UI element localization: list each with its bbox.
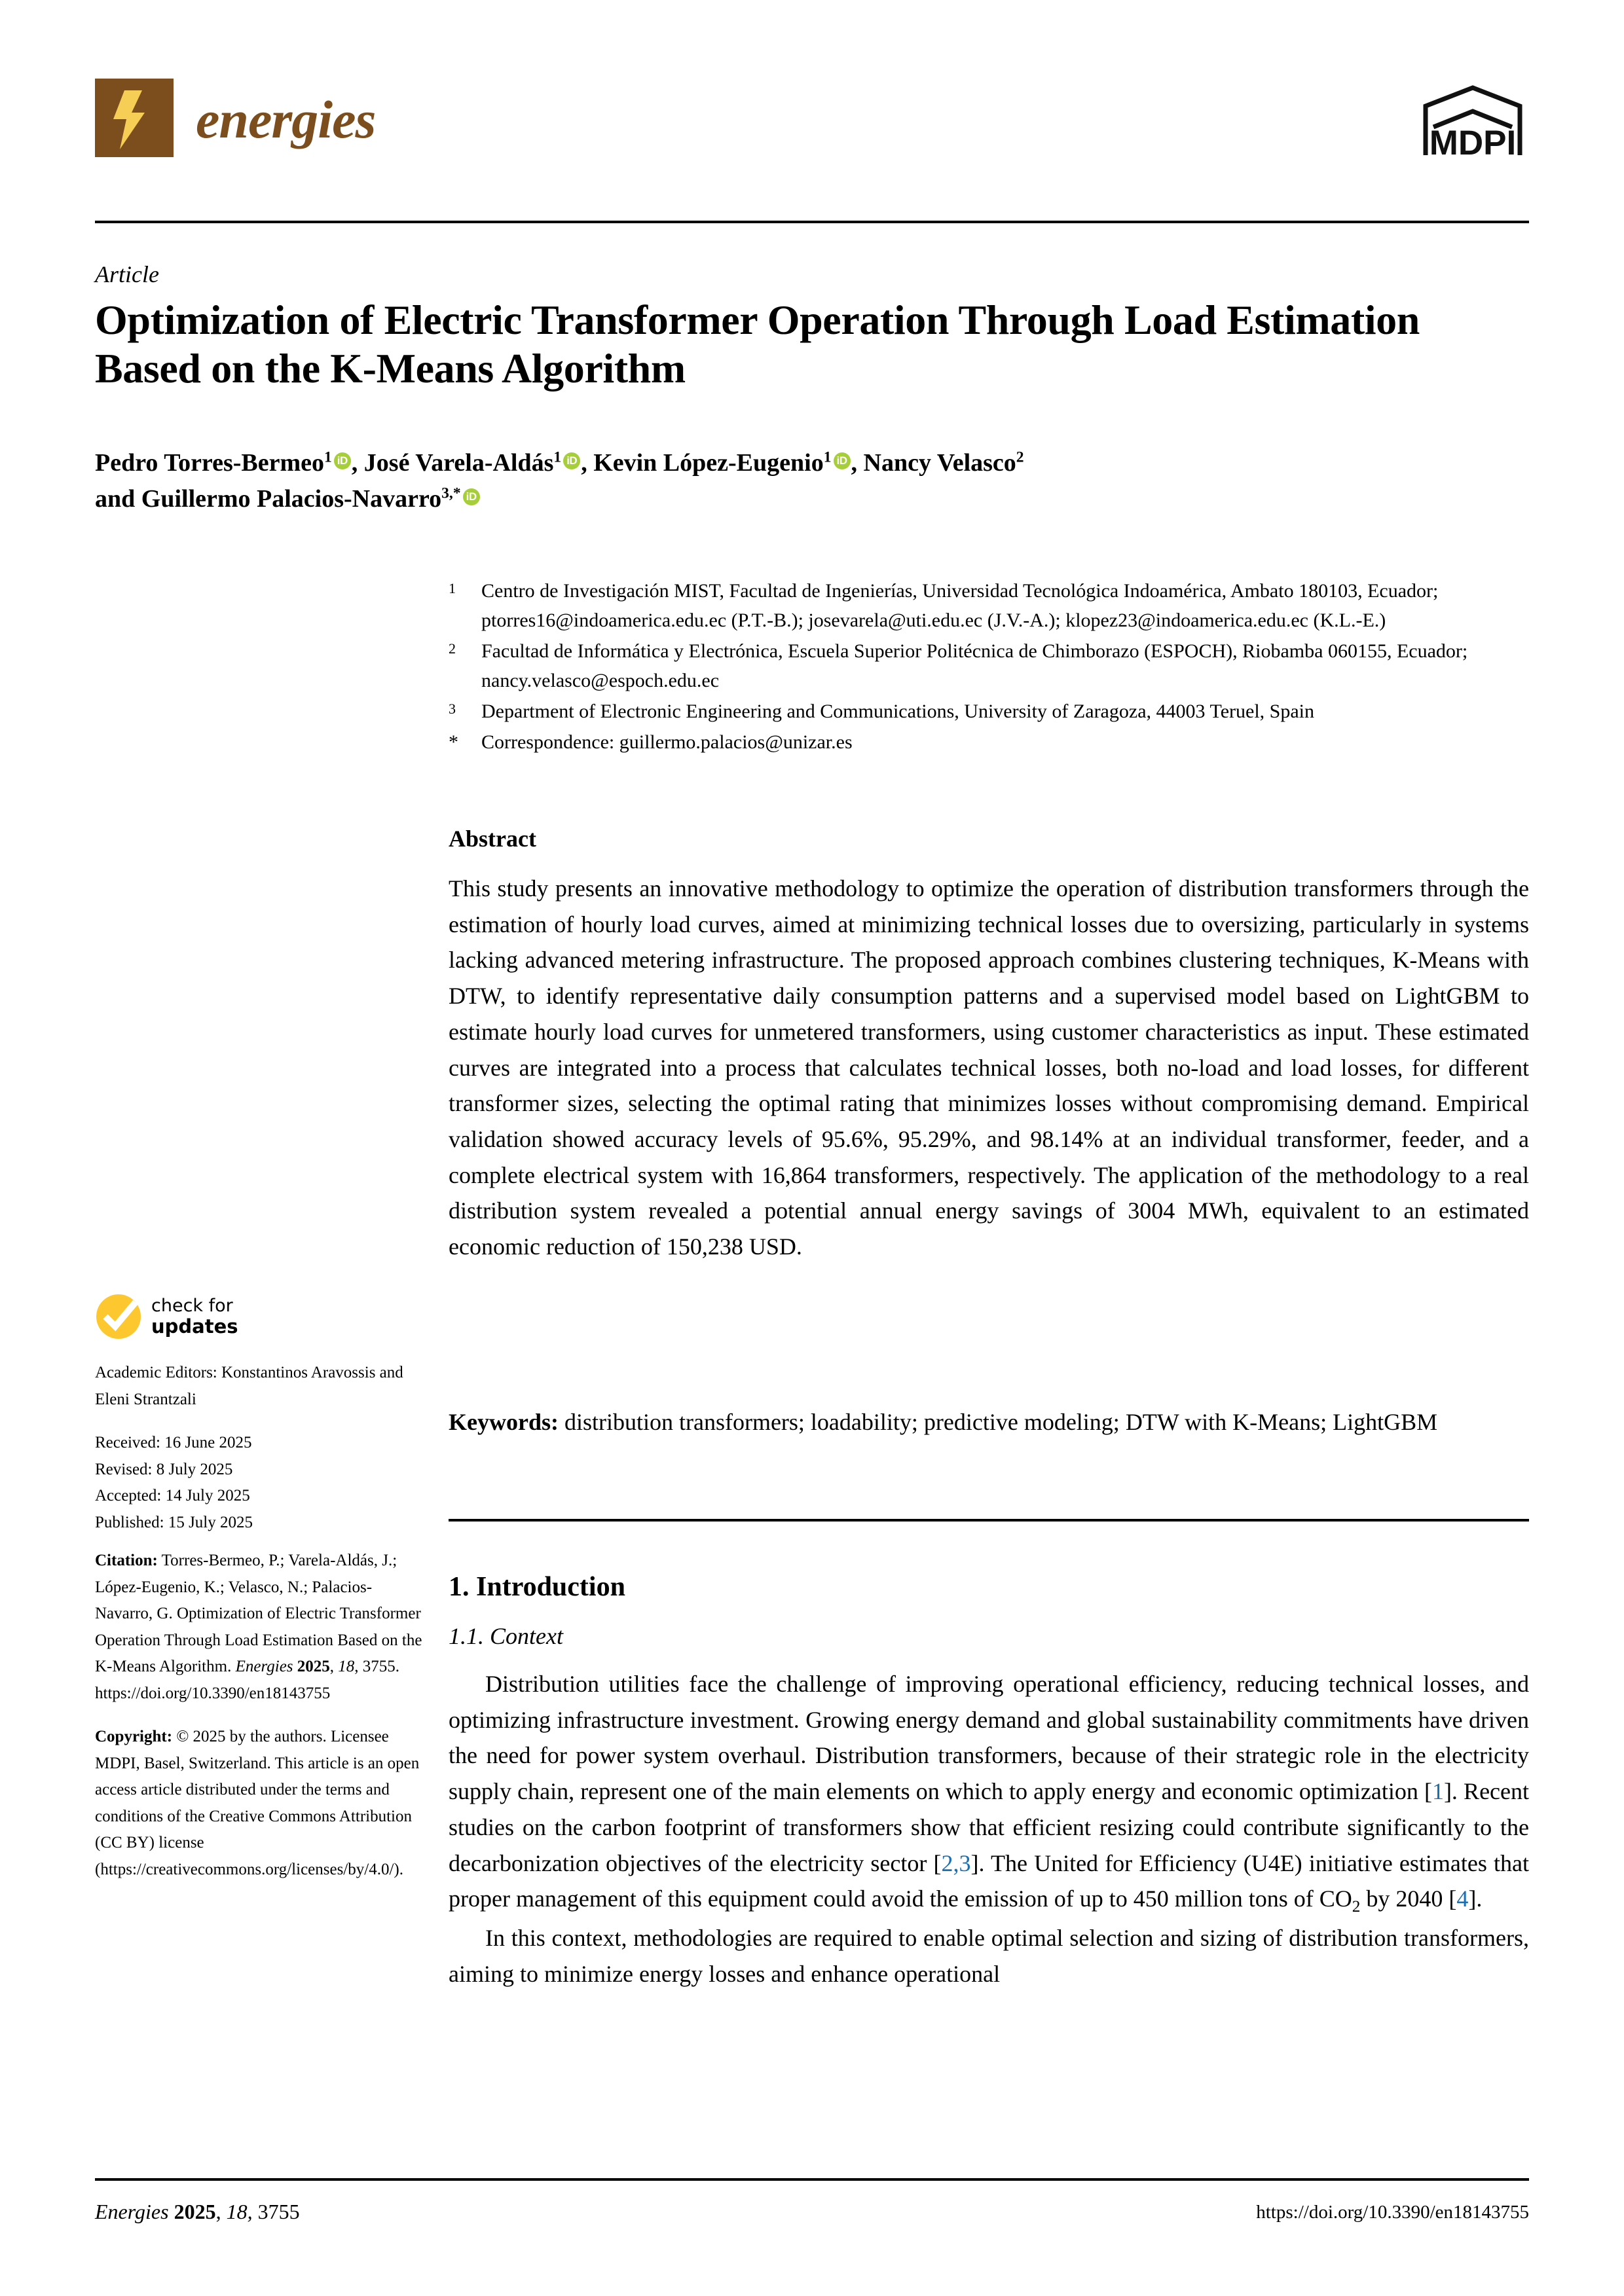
author-name: Kevin López-Eugenio (593, 449, 824, 477)
citation-title: Optimization of Electric Transformer Operation Through Load Estimation Based on the K-Means Algorithm. (95, 1605, 422, 1675)
citation-label: Citation: (95, 1552, 158, 1569)
citation-volume: 18 (338, 1658, 355, 1675)
affiliation-text: Department of Electronic Engineering and Communications, University of Zaragoza, 44003 Teruel, Spain (481, 701, 1314, 722)
accepted-date: Accepted: 14 July 2025 (95, 1487, 250, 1504)
orcid-icon[interactable]: iD (463, 488, 480, 505)
citation-journal: Energies (235, 1658, 293, 1675)
correspondence-marker: * (449, 731, 458, 753)
check-for-updates-label (151, 1296, 238, 1338)
intro-p1-part-d: by 2040 [ (1360, 1886, 1457, 1912)
author-affiliation-marker: 1 (553, 448, 562, 466)
yellow-check-badge-icon (95, 1293, 142, 1340)
author-affiliation-marker: 1 (324, 448, 332, 466)
svg-text:MDPI: MDPI (1429, 124, 1517, 162)
journal-title: energies (196, 90, 376, 149)
header-divider (95, 221, 1529, 223)
co2-subscript: 2 (1352, 1898, 1361, 1916)
orcid-icon[interactable]: iD (563, 452, 580, 469)
subsection-heading-context: 1.1. Context (449, 1623, 563, 1649)
publication-dates (95, 1430, 422, 1536)
copyright-block (95, 1724, 422, 1883)
footer-article-number: 3755 (257, 2200, 300, 2223)
author-affiliation-marker: 2 (1016, 448, 1024, 466)
citation-comma-2: , (354, 1658, 359, 1675)
footer-doi[interactable]: https://doi.org/10.3390/en18143755 (1256, 2202, 1529, 2223)
footer-year: 2025 (174, 2200, 216, 2223)
introduction-divider (449, 1519, 1529, 1522)
affiliation-text: Centro de Investigación MIST, Facultad de Ingenierías, Universidad Tecnológica Indoamérica, Ambato 180103, Ecuador; ptorres16@indoamerica.edu.ec (P.T.-B.); josevarela@uti.edu.ec (J.V.-A.); klopez23@indoamerica.edu.ec (K.L.-E.) (481, 580, 1439, 631)
footer-comma: , (215, 2200, 221, 2223)
introduction-body (449, 1666, 1529, 1992)
author-name: Nancy Velasco (863, 449, 1016, 477)
correspondence-text: Correspondence: guillermo.palacios@unizar.es (481, 731, 853, 753)
affiliation-item (449, 697, 1529, 726)
intro-p1-part-c: ]. The United for Efficiency (U4E) initiative estimates that proper management of this equipment could avoid the emission of up to 450 million tons of CO (449, 1850, 1529, 1912)
correspondence-item (449, 727, 1529, 757)
author-affiliation-marker: 3,* (441, 484, 461, 502)
page-title: Optimization of Electric Transformer Operation Through Load Estimation Based on the K-Means Algorithm (95, 297, 1420, 392)
author-name: José Varela-Aldás (363, 449, 554, 477)
section-heading-introduction: 1. Introduction (449, 1572, 625, 1602)
cfu-line-2: updates (151, 1315, 238, 1338)
keywords-text: distribution transformers; loadability; predictive modeling; DTW with K-Means; LightGBM (564, 1409, 1438, 1435)
abstract-heading: Abstract (449, 826, 536, 852)
academic-editors: Academic Editors: Konstantinos Aravossis and Eleni Strantzali (95, 1364, 403, 1408)
affiliation-list (449, 576, 1529, 758)
citation-ref-2-3[interactable]: 2,3 (941, 1850, 971, 1876)
keywords-block (449, 1404, 1529, 1440)
author-name: Pedro Torres-Bermeo (95, 449, 325, 477)
intro-paragraph-2: In this context, methodologies are required to enable optimal selection and sizing of distribution transformers, aiming to minimize energy losses and enhance operational (449, 1924, 1529, 1987)
published-date: Published: 15 July 2025 (95, 1513, 253, 1531)
citation-authors: Torres-Bermeo, P.; Varela-Aldás, J.; López-Eugenio, K.; Velasco, N.; Palacios-Navarro, G. (95, 1552, 397, 1622)
mdpi-logo (1416, 75, 1529, 170)
author-separator: , (351, 449, 364, 477)
author-affiliation-marker: 1 (823, 448, 832, 466)
page-header (95, 79, 1529, 193)
citation-year: 2025 (297, 1658, 330, 1675)
affiliation-text: Facultad de Informática y Electrónica, Escuela Superior Politécnica de Chimborazo (ESPOCH), Riobamba 060155, Ecuador; nancy.velasco@espoch.edu.ec (481, 640, 1468, 691)
journal-brand (95, 79, 375, 157)
orcid-icon[interactable]: iD (334, 452, 351, 469)
author-separator: , (851, 449, 864, 477)
intro-paragraph-1 (449, 1666, 1529, 1920)
revised-date: Revised: 8 July 2025 (95, 1460, 233, 1478)
citation-comma: , (329, 1658, 335, 1675)
author-list (95, 445, 1509, 517)
footer-volume: 18, (226, 2200, 253, 2223)
article-type-label: Article (95, 261, 159, 287)
citation-ref-1[interactable]: 1 (1431, 1778, 1444, 1805)
footer-citation (95, 2200, 300, 2224)
intro-p1-part-b: ]. Recent studies on the carbon footprint of transformers show that efficient resizing could contribute significantly to the decarbonization objectives of the electricity sector [ (449, 1778, 1530, 1876)
cfu-line-1: check for (151, 1295, 233, 1316)
sidebar (95, 1293, 422, 1900)
footer-divider (95, 2178, 1529, 2181)
energies-logo-box (95, 79, 174, 157)
intro-p1-part-a: Distribution utilities face the challenge of improving operational efficiency, reducing technical losses, and optimizing infrastructure investment. Growing energy demand and global sustainability commitments have driven the need for power system overhaul. Distribution transformers, because of their strategic role in the electricity supply chain, represent one of the main elements on which to apply energy and economic optimization [ (449, 1671, 1529, 1805)
footer-journal: Energies (95, 2200, 169, 2223)
intro-p1-part-e: ]. (1468, 1886, 1483, 1912)
citation-doi-link[interactable]: https://doi.org/10.3390/en18143755 (95, 1684, 331, 1702)
affiliation-item (449, 576, 1529, 635)
orcid-icon[interactable]: iD (834, 452, 851, 469)
received-date: Received: 16 June 2025 (95, 1434, 252, 1451)
affiliation-marker: 1 (449, 580, 456, 596)
citation-block (95, 1548, 422, 1707)
affiliation-marker: 3 (449, 701, 456, 717)
check-for-updates-badge[interactable] (95, 1293, 422, 1340)
affiliation-marker: 2 (449, 640, 456, 657)
author-separator: , (581, 449, 594, 477)
copyright-text: © 2025 by the authors. Licensee MDPI, Basel, Switzerland. This article is an open access article distributed under the terms and conditions of the Creative Commons Attribution (CC BY) license (https://creativecommons.org/licenses/by/4.0/). (95, 1728, 420, 1878)
citation-article-number: 3755. (362, 1658, 400, 1675)
copyright-label: Copyright: (95, 1728, 173, 1745)
author-name: and Guillermo Palacios-Navarro (95, 485, 442, 513)
abstract-text: This study presents an innovative methodology to optimize the operation of distribution transformers through the estimation of hourly load curves, aimed at minimizing technical losses due to oversizing, particularly in systems lacking advanced metering infrastructure. The proposed approach combines clustering techniques, K-Means with DTW, to identify representative daily consumption patterns and a supervised model based on LightGBM to estimate hourly load curves for unmetered transformers, using customer characteristics as input. These estimated curves are integrated into a process that calculates technical losses, both no-load and load losses, for different transformer sizes, selecting the optimal rating that minimizes losses without compromising demand. Empirical validation showed accuracy levels of 95.6%, 95.29%, and 98.14% at an individual transformer, feeder, and a complete electrical system with 16,864 transformers, respectively. The application of the methodology to a real distribution system revealed a potential annual energy savings of 3004 MWh, equivalent to an estimated economic reduction of 150,238 USD. (449, 875, 1529, 1260)
lightning-bolt-icon (95, 79, 174, 157)
citation-ref-4[interactable]: 4 (1456, 1886, 1469, 1912)
affiliation-item (449, 636, 1529, 695)
keywords-label: Keywords: (449, 1409, 559, 1435)
